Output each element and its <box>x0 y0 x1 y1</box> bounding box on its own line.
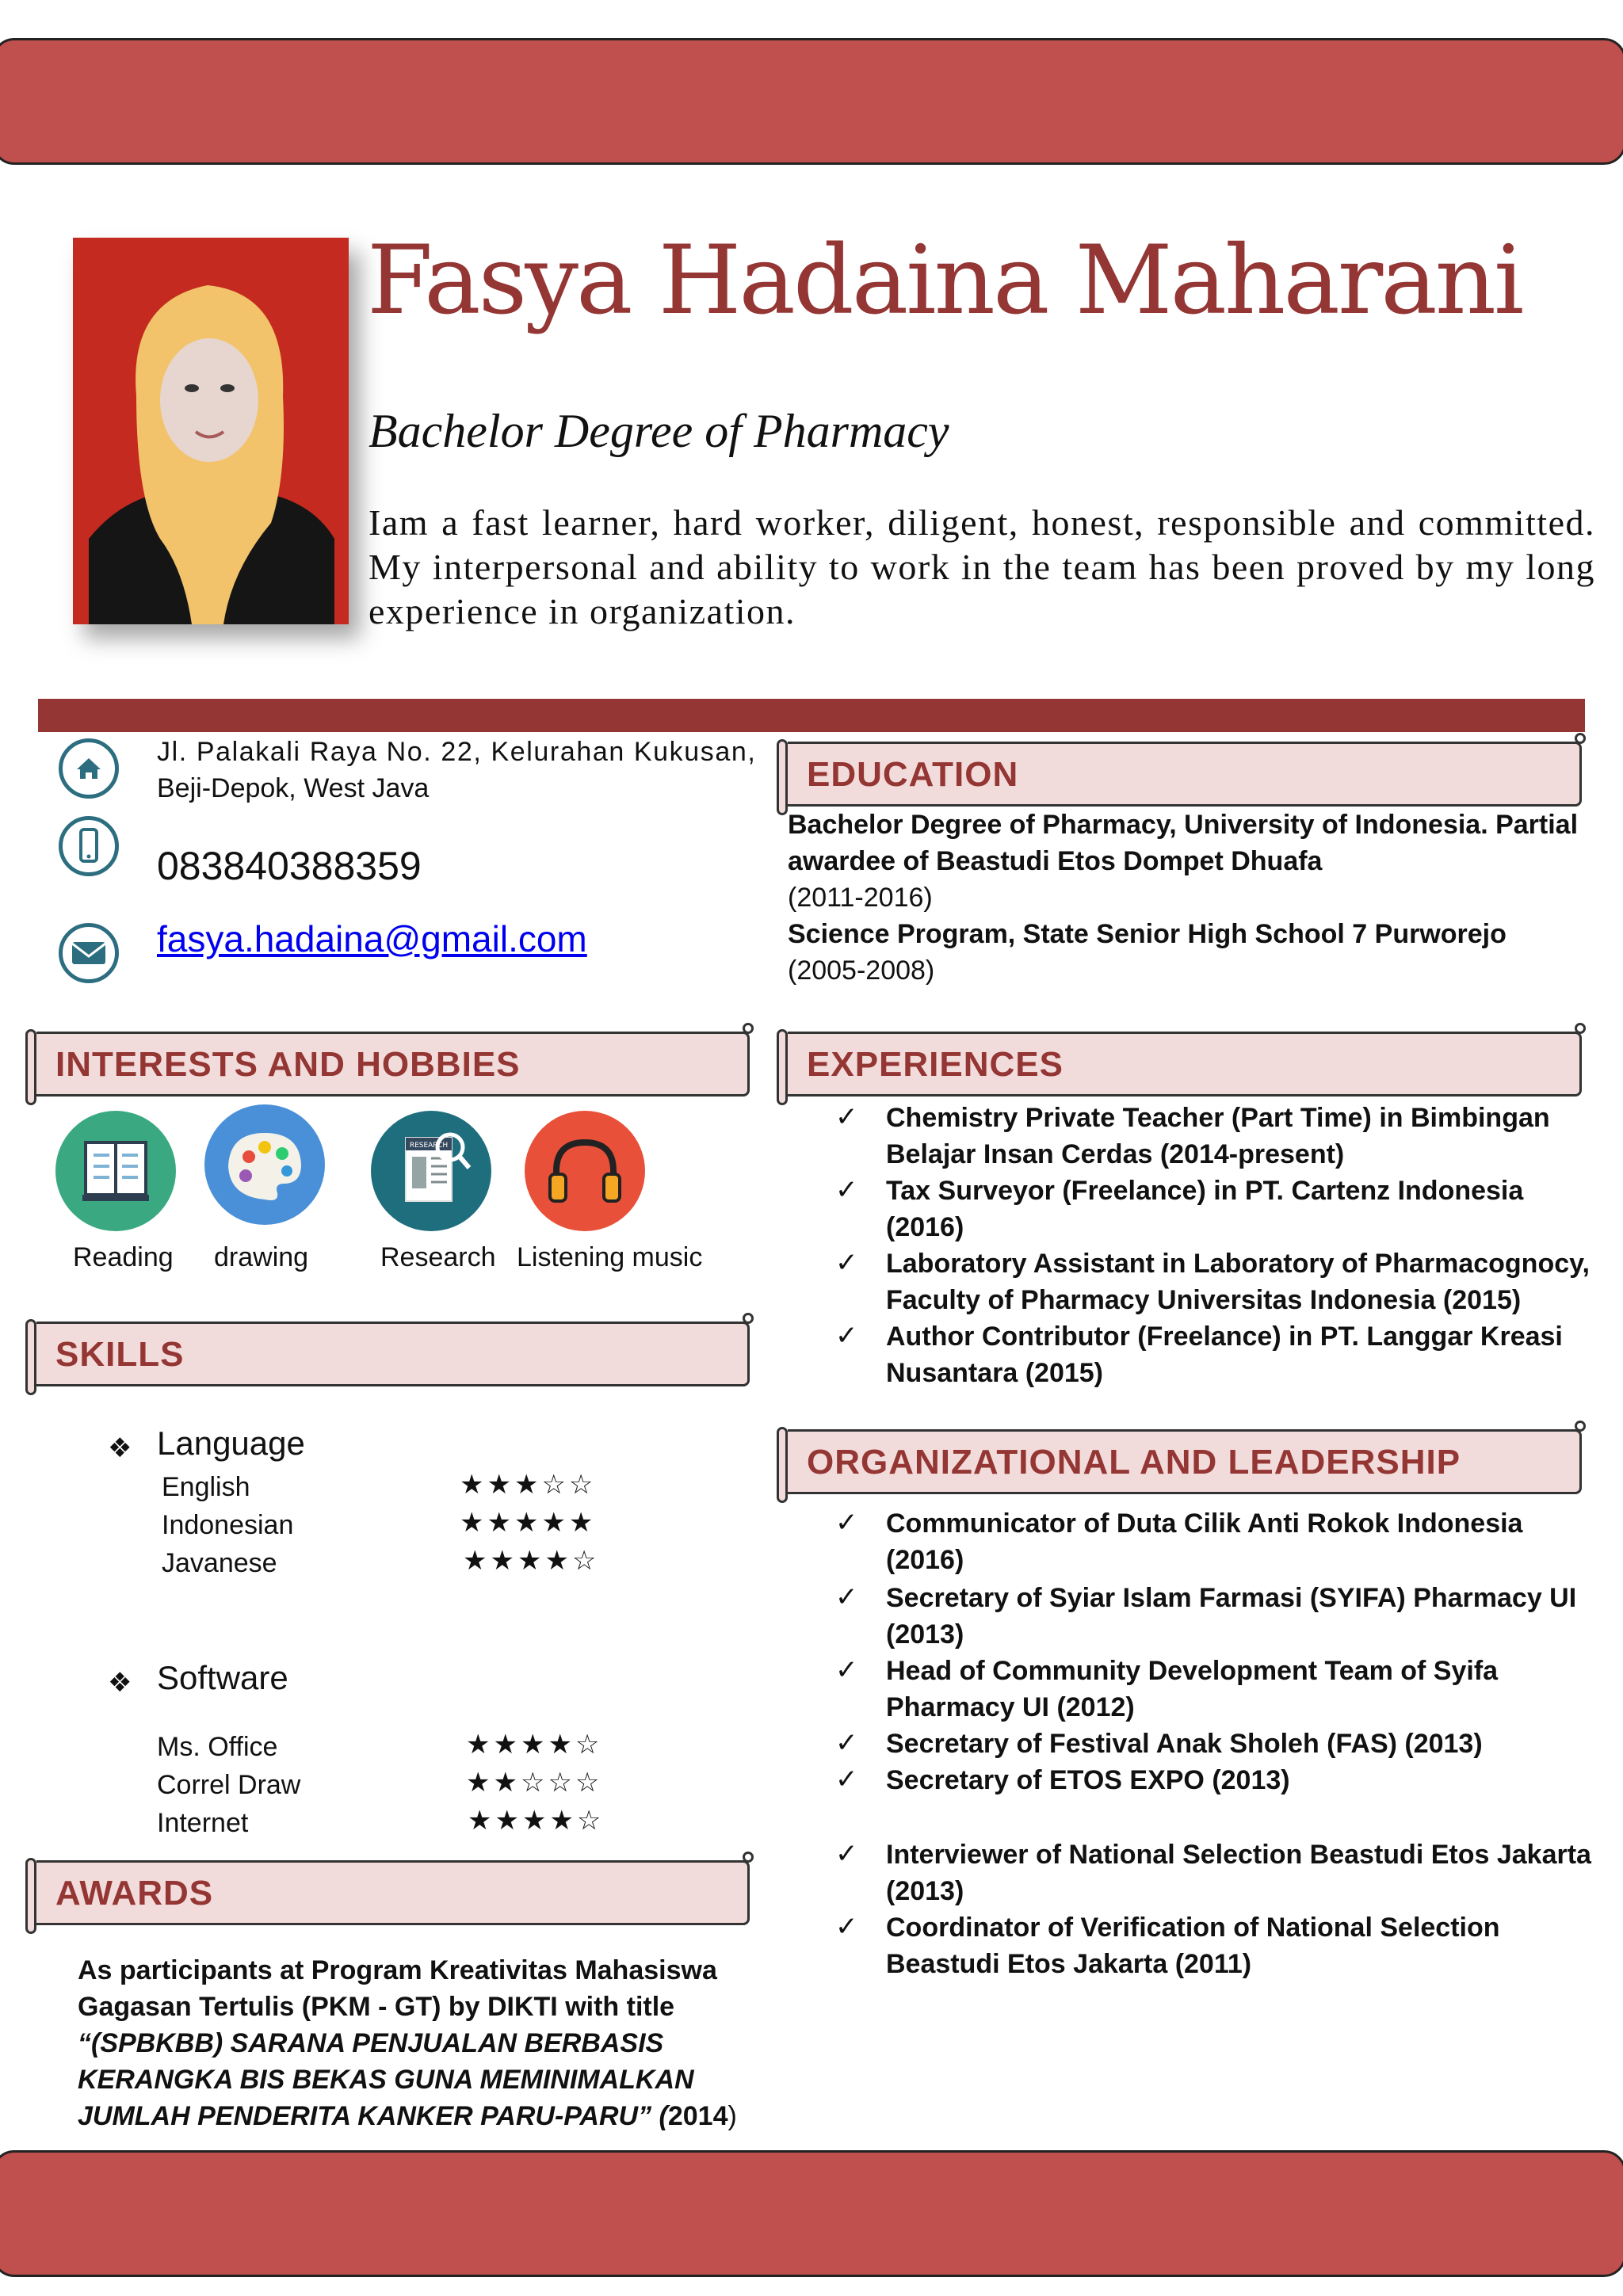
award-year: 2014 <box>667 2101 728 2131</box>
scroll-left-roll <box>777 1427 788 1503</box>
check-icon: ✓ <box>835 1911 858 1943</box>
skill-rating-stars: ★★★★☆ <box>466 1729 603 1760</box>
hobby-label-reading: Reading <box>73 1242 174 1272</box>
bottom-banner <box>0 2150 1623 2277</box>
home-icon <box>59 738 119 799</box>
skill-name: Ms. Office <box>157 1732 278 1762</box>
organization-item: Secretary of Festival Anak Sholeh (FAS) (2013) <box>886 1729 1483 1759</box>
research-icon-text: RESEARCH <box>409 1142 449 1150</box>
scroll-curl <box>743 1313 754 1324</box>
organization-item: Interviewer of National Selection Beastudi Etos Jakarta <box>886 1840 1591 1870</box>
phone-number: 083840388359 <box>157 844 422 888</box>
check-icon: ✓ <box>835 1174 858 1206</box>
scroll-curl <box>1575 1023 1586 1034</box>
address-line-2: Beji-Depok, West Java <box>157 773 430 803</box>
hobby-label-drawing: drawing <box>214 1242 309 1272</box>
check-icon: ✓ <box>835 1838 858 1870</box>
check-icon: ✓ <box>835 1247 858 1279</box>
palette-icon <box>204 1104 325 1225</box>
skill-name: Internet <box>157 1808 249 1838</box>
mail-icon <box>59 923 119 983</box>
hobby-label-music: Listening music <box>517 1242 703 1272</box>
skill-rating-stars: ★★★★☆ <box>463 1545 600 1577</box>
check-icon: ✓ <box>835 1507 858 1539</box>
skill-name: English <box>162 1472 250 1502</box>
check-icon: ✓ <box>835 1581 858 1613</box>
experience-item: Author Contributor (Freelance) in PT. Langgar Kreasi <box>886 1322 1563 1352</box>
scroll-curl <box>743 1852 754 1863</box>
education-line: Bachelor Degree of Pharmacy, University of Indonesia. Partial <box>788 810 1579 840</box>
check-icon: ✓ <box>835 1727 858 1759</box>
education-line: (2005-2008) <box>788 955 935 986</box>
software-heading: Software <box>157 1659 288 1696</box>
skill-rating-stars: ★★★★★ <box>460 1507 597 1539</box>
education-line: awardee of Beastudi Etos Dompet Dhuafa <box>788 846 1323 876</box>
check-icon: ✓ <box>835 1320 858 1352</box>
skill-name: Javanese <box>162 1548 277 1578</box>
address-line-1: Jl. Palakali Raya No. 22, Kelurahan Kukusan, <box>157 737 757 767</box>
organizational-header <box>788 1429 1582 1494</box>
hobby-label-research: Research <box>380 1242 496 1272</box>
organization-item: Communicator of Duta Cilik Anti Rokok Indonesia <box>886 1508 1523 1539</box>
research-icon <box>371 1111 491 1231</box>
interests-header <box>36 1032 750 1097</box>
skill-rating-stars: ★★★☆☆ <box>460 1469 597 1501</box>
experiences-header <box>788 1032 1582 1097</box>
organization-item: (2016) <box>886 1545 964 1575</box>
top-banner <box>0 38 1623 165</box>
skill-rating-stars: ★★☆☆☆ <box>466 1767 603 1798</box>
email-link[interactable]: fasya.hadaina@gmail.com <box>157 918 587 959</box>
scroll-left-roll <box>777 739 788 815</box>
diamond-bullet-icon: ❖ <box>108 1433 132 1463</box>
experience-item: Nusantara (2015) <box>886 1358 1104 1388</box>
divider-bar <box>38 699 1585 732</box>
skill-rating-stars: ★★★★☆ <box>468 1805 605 1836</box>
experience-item: (2016) <box>886 1212 964 1242</box>
awards-header <box>36 1860 750 1925</box>
education-title: EDUCATION <box>807 755 1019 794</box>
scroll-left-roll <box>25 1029 36 1105</box>
organizational-title: ORGANIZATIONAL AND LEADERSHIP <box>807 1443 1461 1482</box>
organization-item: (2013) <box>886 1619 964 1650</box>
scroll-curl <box>1575 733 1586 744</box>
organization-item: Secretary of Syiar Islam Farmasi (SYIFA) Pharmacy UI <box>886 1583 1577 1613</box>
experience-item: Laboratory Assistant in Laboratory of Pharmacognocy, <box>886 1249 1590 1279</box>
skill-name: Indonesian <box>162 1510 294 1540</box>
organization-item: Secretary of ETOS EXPO (2013) <box>886 1765 1290 1795</box>
organization-item: Head of Community Development Team of Syifa <box>886 1656 1499 1686</box>
award-title-end: JUMLAH PENDERITA KANKER PARU-PARU” ( <box>78 2101 668 2131</box>
skills-title: SKILLS <box>55 1335 185 1374</box>
interests-title: INTERESTS AND HOBBIES <box>55 1045 521 1084</box>
phone-icon <box>59 816 119 876</box>
award-line: Gagasan Tertulis (PKM - GT) by DIKTI with title <box>78 1992 675 2022</box>
awards-title: AWARDS <box>55 1874 214 1913</box>
check-icon: ✓ <box>835 1101 858 1133</box>
organization-item: Coordinator of Verification of National Selection <box>886 1913 1500 1943</box>
scroll-left-roll <box>25 1319 36 1395</box>
check-icon: ✓ <box>835 1654 858 1686</box>
skill-name: Correl Draw <box>157 1770 301 1800</box>
diamond-bullet-icon: ❖ <box>108 1668 132 1698</box>
award-line: “(SPBKBB) SARANA PENJUALAN BERBASIS <box>78 2028 664 2058</box>
education-line: (2011-2016) <box>788 883 933 913</box>
experience-item: Tax Surveyor (Freelance) in PT. Cartenz Indonesia <box>886 1176 1524 1206</box>
degree-subtitle: Bachelor Degree of Pharmacy <box>369 405 949 457</box>
experience-item: Chemistry Private Teacher (Part Time) in Bimbingan <box>886 1103 1550 1133</box>
scroll-curl <box>1575 1421 1586 1432</box>
award-line <box>78 2101 737 2132</box>
award-close: ) <box>727 2101 737 2131</box>
education-line: Science Program, State Senior High School 7 Purworejo <box>788 919 1507 949</box>
headphones-icon <box>525 1111 645 1231</box>
scroll-left-roll <box>25 1858 36 1934</box>
education-header <box>788 742 1582 807</box>
language-heading: Language <box>157 1425 305 1462</box>
organization-item: Beastudi Etos Jakarta (2011) <box>886 1949 1252 1979</box>
check-icon: ✓ <box>835 1764 858 1795</box>
book-icon <box>55 1111 176 1231</box>
candidate-name: Fasya Hadaina Maharani <box>367 226 1522 336</box>
profile-photo <box>73 238 349 624</box>
award-line: KERANGKA BIS BEKAS GUNA MEMINIMALKAN <box>78 2065 694 2095</box>
profile-summary: Iam a fast learner, hard worker, diligent, honest, responsible and committed. My interpersonal and ability to work in the team has been proved by my long experience in organization. <box>369 502 1595 631</box>
experiences-title: EXPERIENCES <box>807 1045 1064 1084</box>
experience-item: Belajar Insan Cerdas (2014-present) <box>886 1139 1345 1169</box>
award-line: As participants at Program Kreativitas Mahasiswa <box>78 1955 717 1985</box>
scroll-curl <box>743 1023 754 1034</box>
skills-header <box>36 1322 750 1386</box>
organization-item: Pharmacy UI (2012) <box>886 1692 1135 1722</box>
experience-item: Faculty of Pharmacy Universitas Indonesia (2015) <box>886 1285 1522 1315</box>
scroll-left-roll <box>777 1029 788 1105</box>
organization-item: (2013) <box>886 1876 964 1906</box>
